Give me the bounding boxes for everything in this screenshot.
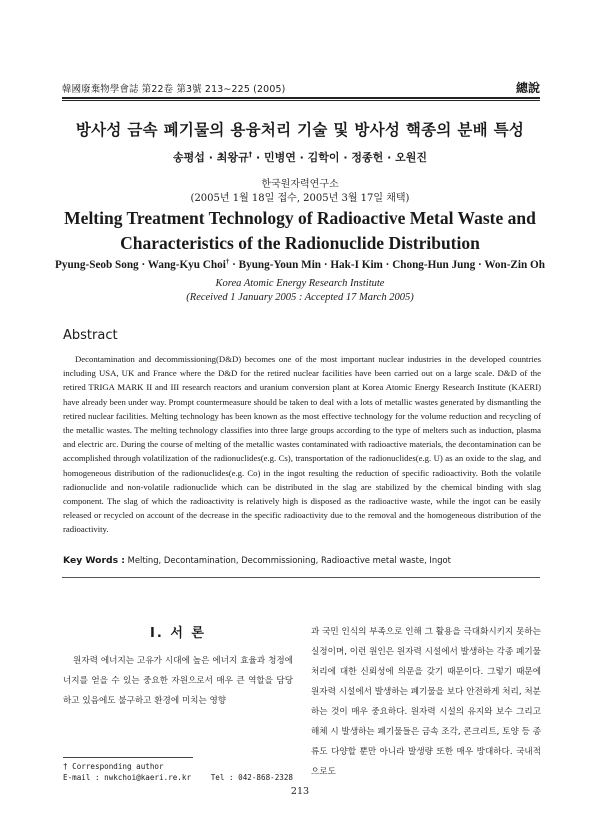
journal-citation: 韓國廢棄物學會誌 第22卷 第3號 213∼225 (2005) (62, 84, 286, 95)
article-type-label: 總說 (515, 81, 540, 95)
footnote-rule (63, 757, 193, 758)
affiliation-korean: 한국원자력연구소 (261, 179, 339, 190)
footnote (63, 761, 293, 783)
footnote-corresponding: † Corresponding author (63, 762, 164, 771)
page-number: 213 (290, 786, 310, 797)
title-english-line1: Melting Treatment Technology of Radioactive Metal Waste and (64, 208, 536, 228)
dates-korean: (2005년 1월 18일 접수, 2005년 3월 17일 채택) (190, 193, 410, 204)
header-rule-thick (62, 97, 540, 99)
running-head (62, 80, 540, 96)
abstract-heading: Abstract (63, 328, 118, 343)
corresponding-mark-english: † (225, 257, 230, 266)
authors-english-rest: · Byung-Youn Min · Hak-I Kim · Chong-Hun Jung · Won-Zin Oh (229, 259, 545, 271)
abstract-bottom-rule (62, 577, 540, 578)
keywords-label: Key Words : (63, 555, 125, 566)
section-heading-introduction: Ⅰ. 서 론 (150, 626, 206, 641)
authors-english-first: Pyung-Seob Song · Wang-Kyu Choi (55, 259, 226, 271)
dates-english: (Received 1 January 2005 : Accepted 17 March 2005) (186, 292, 414, 303)
title-korean: 방사성 금속 폐기물의 용융처리 기술 및 방사성 핵종의 분배 특성 (75, 121, 525, 139)
footnote-tel: Tel : 042-868-2328 (210, 773, 293, 782)
keywords (63, 555, 451, 566)
footnote-contact (63, 772, 293, 783)
authors-korean-first: 송평섭 · 최왕규 (173, 151, 249, 164)
corresponding-mark-korean: † (248, 150, 253, 159)
body-text-right: 과 국민 인식의 부족으로 인해 그 활용을 극대화시키지 못하는 실정이며, 이런 원인은 원자력 시설에서 발생하는 각종 폐기물 처리에 대한 신뢰성에 의문을 갖기 때문이다. 그렇기 때문에 원자력 시설에서 발생하는 폐기물을 보다 안전하게 처리, 처분하는 것이 매우 중요하다. 원자력 시설의 유지와 보수 그리고 해체 시 발생하는 폐기물들은 금속 조각, 콘크리트, 토양 등 종류도 다양할 뿐만 아니라 발생량 또한 매우 방대하다. 국내적으로도 (311, 627, 541, 777)
left-column (63, 622, 293, 711)
body-text-left: 원자력 에너지는 고유가 시대에 높은 에너지 효율과 청정에너지를 얻을 수 있는 중요한 자원으로서 매우 큰 역할을 담당하고 있음에도 불구하고 환경에 미치는 영향 (63, 656, 293, 706)
keywords-list: Melting, Decontamination, Decommissioning, Radioactive metal waste, Ingot (124, 555, 451, 565)
authors-korean (0, 149, 600, 165)
authors-english (0, 259, 600, 271)
abstract-text: Decontamination and decommissioning(D&D) becomes one of the most important nuclear industries in the developed countries including USA, UK and France where the D&D for the retired nuclear facilities have been carried out on a large scale. D&D of the retired TRIGA MARK II and III research reactors and uranium conversion plant at Korea Atomic Energy Research Institute (KAERI) have already been under way. Prompt countermeasure should be taken to deal with a lots of metallic wastes generated by dismantling the retired nuclear facilities. Melting technology has been known as the most effective technology for the volume reduction and recycling of the metallic wastes. The melting technology classifies into three large groups according to the type of melters such as induction, plasma and electric arc. During the course of melting of the metallic wastes contaminated with radioactive materials, the decontamination can be accomplished through volatilization of the radionuclides(e.g. Cs), transportation of the radionuclides(e.g. U) as an oxide to the slag, and homogeneous distribution of the radionuclides(e.g. Co) in the ingot resulting the reduction of specific radioactivity. Both the volatile radionuclide and non-volatile radionuclide which can be distributed in the slag are stabilized by the chemical binding with slag component. The slag of which the radioactivity is relatively high is disposed as the radioactive waste, while the ingot can be easily released or recycled on account of the decrease in the specific radioactivity due to the removal and the homogeneous distribution of the radioactivity. (63, 354, 541, 535)
title-english-line2: Characteristics of the Radionuclide Distribution (120, 233, 480, 253)
right-column (311, 622, 541, 782)
authors-korean-rest: · 민병연 · 김학이 · 정종헌 · 오원진 (252, 151, 427, 164)
affiliation-english: Korea Atomic Energy Research Institute (215, 278, 385, 289)
header-rule-thin (62, 100, 540, 101)
footnote-email: E-mail : nwkchoi@kaeri.re.kr (63, 773, 192, 782)
